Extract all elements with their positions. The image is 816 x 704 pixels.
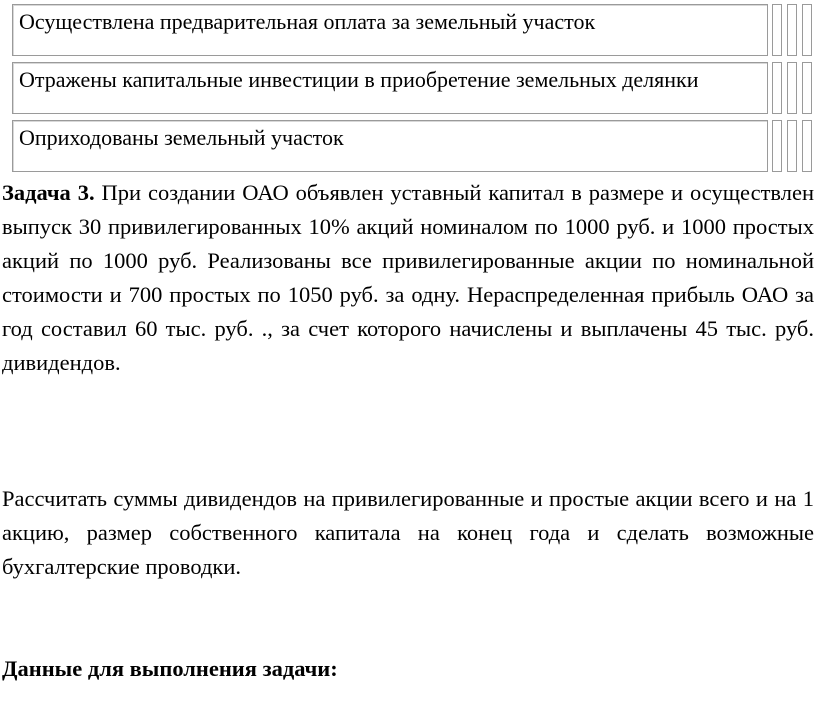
calc-instructions: Рассчитать суммы дивидендов на привилегированные и простые акции всего и на 1 акцию, размер собственного капитала на конец года и сделать возможные бухгалтерские проводки. <box>2 486 814 579</box>
entries-table <box>12 4 816 178</box>
empty-cell <box>802 62 812 114</box>
entry-description: Отражены капитальные инвестиции в приобретение земельных делянки <box>12 62 768 114</box>
empty-cell <box>772 120 782 172</box>
empty-cell <box>787 62 797 114</box>
empty-cell <box>772 4 782 56</box>
task-paragraph <box>2 176 814 380</box>
empty-cell <box>802 120 812 172</box>
empty-cell <box>787 120 797 172</box>
empty-cell <box>802 4 812 56</box>
data-heading: Данные для выполнения задачи: <box>2 656 338 681</box>
entry-description: Осуществлена предварительная оплата за земельный участок <box>12 4 768 56</box>
empty-cell <box>772 62 782 114</box>
table-row <box>12 120 816 174</box>
task-body: При создании ОАО объявлен уставный капитал в размере и осуществлен выпуск 30 привилегированных 10% акций номиналом по 1000 руб. и 1000 простых акций по 1000 руб. Реализованы все привилегированные акции по номинальной стоимости и 700 простых по 1050 руб. за одну. Нераспределенная прибыль ОАО за год составил 60 тыс. руб. ., за счет которого начислены и выплачены 45 тыс. руб. дивидендов. <box>2 180 814 375</box>
empty-cell <box>787 4 797 56</box>
task-label: Задача 3. <box>2 180 95 205</box>
entry-description: Оприходованы земельный участок <box>12 120 768 172</box>
table-row <box>12 4 816 58</box>
table-row <box>12 62 816 116</box>
